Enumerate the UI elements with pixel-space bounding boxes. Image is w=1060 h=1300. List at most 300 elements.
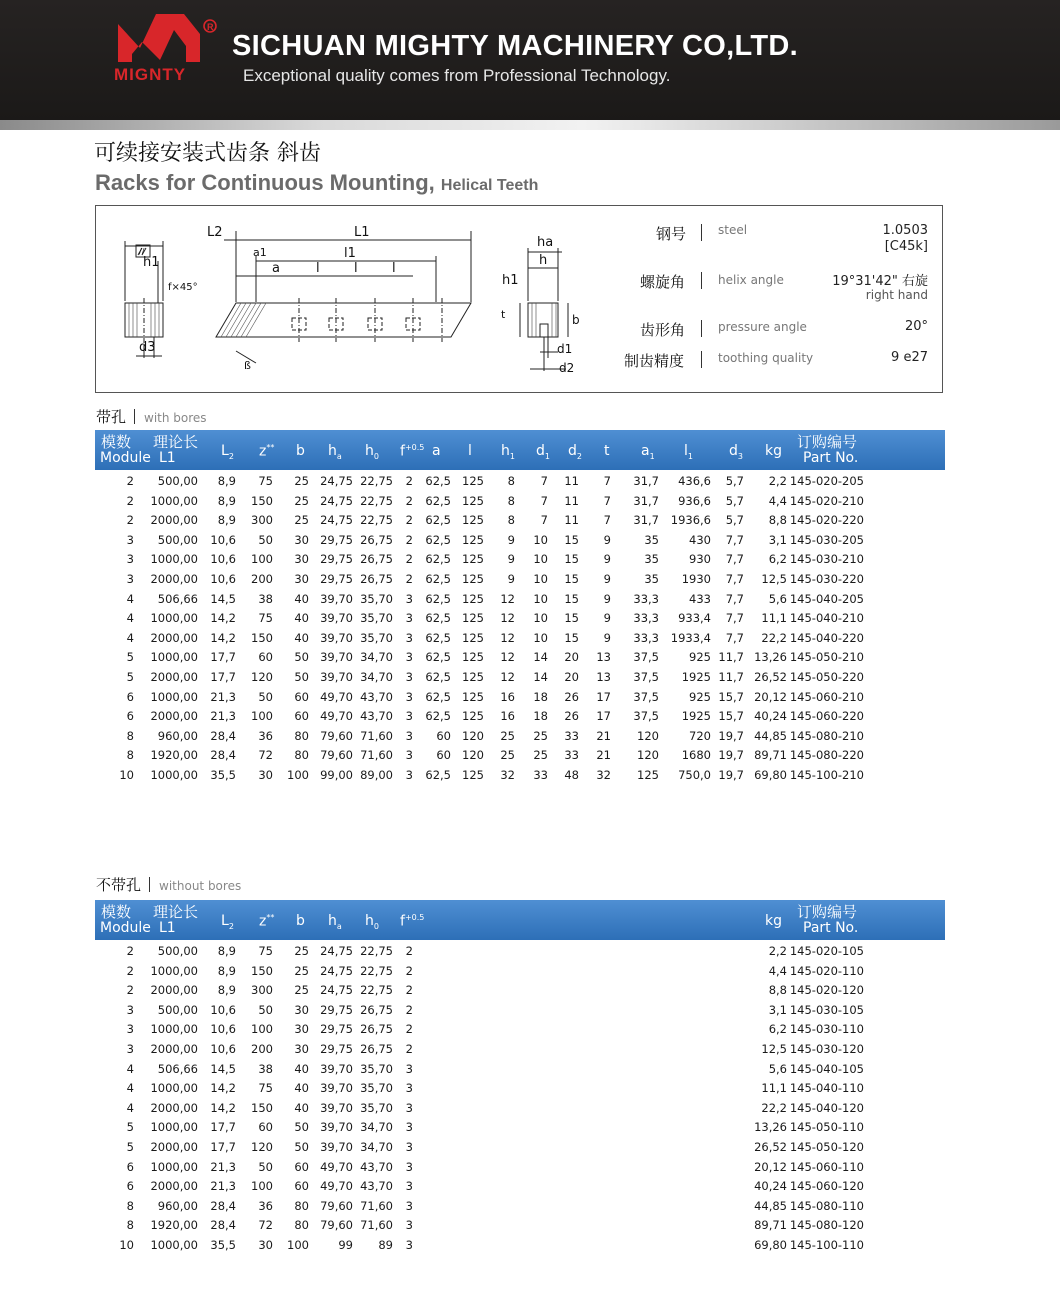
cell-part-no: 145-100-210 — [789, 767, 864, 782]
cell-d2: 15 — [564, 571, 579, 586]
cell-module: 5 — [126, 1120, 134, 1135]
cell-d1: 7 — [540, 513, 548, 528]
col-L2-sub: 2 — [228, 451, 234, 461]
cell-L2: 14,2 — [210, 1081, 236, 1096]
cell-h1: 16 — [500, 689, 515, 704]
table-row — [0, 688, 1060, 708]
cell-module: 4 — [126, 1061, 134, 1076]
cell-length: 1000,00 — [150, 1159, 198, 1174]
cell-part-no: 145-050-120 — [789, 1139, 864, 1154]
col-z — [259, 443, 274, 460]
cell-b: 60 — [294, 1179, 309, 1194]
col-d3 — [729, 443, 743, 461]
cell-ha: 99 — [338, 1237, 353, 1252]
cell-ha: 24,75 — [320, 513, 353, 528]
cell-d1: 14 — [533, 669, 548, 684]
col-ha-sub: a — [336, 921, 342, 931]
col-part-cn: 订购编号 — [797, 433, 858, 451]
cell-h0: 35,70 — [360, 1061, 393, 1076]
col-a: a — [432, 443, 441, 459]
cell-module: 6 — [126, 689, 134, 704]
cell-d3: 7,7 — [725, 571, 744, 586]
table-row — [0, 1118, 1060, 1138]
cell-L2: 14,5 — [210, 1061, 236, 1076]
cell-module: 10 — [119, 767, 134, 782]
table-row — [0, 531, 1060, 551]
cell-a1: 37,5 — [633, 669, 659, 684]
table-row — [0, 707, 1060, 727]
cell-module: 2 — [126, 963, 134, 978]
section-separator — [134, 409, 135, 424]
cell-f: 3 — [405, 767, 413, 782]
cell-f: 3 — [405, 1237, 413, 1252]
cell-part-no: 145-050-210 — [789, 650, 864, 665]
cell-module: 5 — [126, 650, 134, 665]
col-module-en: Module — [100, 450, 151, 466]
col-d1-text: d — [536, 443, 545, 459]
table-row — [0, 550, 1060, 570]
cell-z: 30 — [258, 1237, 273, 1252]
header-divider — [0, 120, 1060, 130]
cell-l1: 720 — [689, 728, 711, 743]
cell-b: 80 — [294, 1198, 309, 1213]
cell-h1: 9 — [507, 571, 515, 586]
cell-z: 150 — [251, 1100, 273, 1115]
cell-d3: 15,7 — [718, 689, 744, 704]
table-header-with-bores — [95, 430, 945, 470]
cell-part-no: 145-080-120 — [789, 1218, 864, 1233]
cell-t: 13 — [596, 650, 611, 665]
page-title-cn: 可续接安装式齿条 斜齿 — [94, 141, 321, 166]
cell-part-no: 145-020-205 — [789, 474, 864, 488]
cell-kg: 3,1 — [768, 532, 787, 547]
cell-ha: 29,75 — [320, 1002, 353, 1017]
company-slogan: Exceptional quality comes from Professional Technology. — [243, 66, 671, 85]
cell-l1: 1933,4 — [670, 630, 711, 645]
cell-ha: 49,70 — [320, 689, 353, 704]
cell-f: 2 — [405, 552, 413, 567]
cell-kg: 40,24 — [754, 709, 787, 724]
cell-z: 50 — [258, 1002, 273, 1017]
col-h0-text: h — [365, 443, 374, 459]
cell-a1: 35 — [644, 571, 659, 586]
table-row — [0, 962, 1060, 982]
cell-f: 2 — [405, 983, 413, 998]
cell-h0: 35,70 — [360, 630, 393, 645]
cell-length: 1000,00 — [150, 767, 198, 782]
col-h0-sub: 0 — [373, 451, 379, 461]
cell-b: 60 — [294, 1159, 309, 1174]
cell-f: 3 — [405, 1061, 413, 1076]
cell-f: 3 — [405, 728, 413, 743]
cell-ha: 24,75 — [320, 493, 353, 508]
cell-kg: 44,85 — [754, 728, 787, 743]
section-without-bores-en: without bores — [159, 879, 242, 893]
cell-length: 2000,00 — [150, 1139, 198, 1154]
cell-h0: 26,75 — [360, 1002, 393, 1017]
cell-module: 8 — [126, 748, 134, 763]
cell-L2: 10,6 — [210, 532, 236, 547]
cell-l1: 1680 — [681, 748, 711, 763]
cell-f: 3 — [405, 748, 413, 763]
col-z-sup: ** — [266, 913, 275, 922]
cell-l: 125 — [462, 630, 484, 645]
spec-steel-en: steel — [718, 223, 748, 237]
cell-h0: 71,60 — [360, 728, 393, 743]
cell-ha: 39,70 — [320, 1081, 353, 1096]
cell-ha: 49,70 — [320, 1159, 353, 1174]
cell-t: 7 — [603, 493, 611, 508]
cell-b: 30 — [294, 1041, 309, 1056]
cell-l1: 933,4 — [678, 611, 711, 626]
col-a1 — [641, 443, 655, 461]
cell-L2: 21,3 — [210, 1159, 236, 1174]
cell-kg: 8,8 — [768, 513, 787, 528]
spec-separator — [701, 351, 702, 368]
dim-h: h — [539, 253, 548, 268]
cell-z: 100 — [251, 1179, 273, 1194]
cell-part-no: 145-060-110 — [789, 1159, 864, 1174]
cell-d2: 15 — [564, 532, 579, 547]
cell-d3: 5,7 — [725, 513, 744, 528]
cell-b: 50 — [294, 669, 309, 684]
cell-kg: 4,4 — [768, 963, 787, 978]
col-L2 — [221, 443, 234, 461]
table-row — [0, 1001, 1060, 1021]
cell-h0: 43,70 — [360, 1159, 393, 1174]
dim-l1: l1 — [344, 246, 356, 261]
dim-d1: d1 — [557, 342, 573, 356]
table-row — [0, 1138, 1060, 1158]
dim-L1: L1 — [354, 225, 370, 240]
table-row — [0, 1177, 1060, 1197]
cell-ha: 24,75 — [320, 474, 353, 488]
cell-part-no: 145-020-105 — [789, 944, 864, 958]
cell-length: 2000,00 — [150, 709, 198, 724]
table-row — [0, 570, 1060, 590]
cell-h1: 12 — [500, 591, 515, 606]
page-title-en-main: Racks for Continuous Mounting, — [95, 170, 435, 195]
svg-text:R: R — [207, 22, 214, 32]
cell-kg: 8,8 — [768, 983, 787, 998]
cell-length: 960,00 — [157, 728, 198, 743]
section-separator — [149, 877, 150, 892]
spec-steel-value: 1.0503 — [882, 223, 928, 238]
cell-t: 9 — [603, 532, 611, 547]
cell-z: 75 — [258, 611, 273, 626]
col-part-en: Part No. — [803, 920, 859, 936]
cell-kg: 26,52 — [754, 1139, 787, 1154]
cell-l1: 925 — [689, 650, 711, 665]
cell-b: 40 — [294, 1061, 309, 1076]
cell-kg: 6,2 — [768, 552, 787, 567]
col-part-en: Part No. — [803, 450, 859, 466]
col-L2-sub: 2 — [228, 921, 234, 931]
dim-ha: ha — [537, 235, 554, 250]
cell-L2: 28,4 — [210, 1198, 236, 1213]
cell-part-no: 145-050-110 — [789, 1120, 864, 1135]
cell-part-no: 145-060-220 — [789, 709, 864, 724]
cell-d2: 33 — [564, 748, 579, 763]
cell-a: 62,5 — [425, 611, 451, 626]
cell-d2: 15 — [564, 630, 579, 645]
dim-chamfer: f×45° — [168, 282, 198, 293]
cell-l: 125 — [462, 767, 484, 782]
cell-d3: 19,7 — [718, 767, 744, 782]
cell-f: 3 — [405, 630, 413, 645]
cell-module: 2 — [126, 983, 134, 998]
cell-module: 5 — [126, 1139, 134, 1154]
cell-a: 62,5 — [425, 630, 451, 645]
cell-t: 9 — [603, 591, 611, 606]
dim-h1-right: h1 — [502, 273, 519, 288]
col-part-cn: 订购编号 — [797, 903, 858, 921]
cell-h0: 34,70 — [360, 669, 393, 684]
col-length-en: L1 — [159, 450, 176, 466]
cell-b: 25 — [294, 493, 309, 508]
cell-z: 75 — [258, 1081, 273, 1096]
cell-z: 50 — [258, 532, 273, 547]
cell-length: 500,00 — [157, 1002, 198, 1017]
cell-f: 3 — [405, 709, 413, 724]
cell-l: 125 — [462, 689, 484, 704]
cell-L2: 35,5 — [210, 1237, 236, 1252]
cell-b: 40 — [294, 1100, 309, 1115]
cell-b: 40 — [294, 611, 309, 626]
col-f-text: f — [400, 913, 405, 930]
cell-ha: 24,75 — [320, 983, 353, 998]
col-d1 — [536, 443, 550, 461]
dim-b: b — [572, 313, 580, 327]
table-row — [0, 648, 1060, 668]
cell-d1: 25 — [533, 728, 548, 743]
cell-kg: 12,5 — [761, 571, 787, 586]
cell-kg: 13,26 — [754, 1120, 787, 1135]
col-L2 — [221, 913, 234, 931]
cell-b: 30 — [294, 571, 309, 586]
cell-f: 3 — [405, 669, 413, 684]
cell-f: 3 — [405, 1159, 413, 1174]
col-module-en: Module — [100, 920, 151, 936]
cell-t: 9 — [603, 571, 611, 586]
cell-h0: 35,70 — [360, 1100, 393, 1115]
cell-d2: 33 — [564, 728, 579, 743]
cell-kg: 5,6 — [768, 591, 787, 606]
table-row — [0, 609, 1060, 629]
cell-kg: 22,2 — [761, 630, 787, 645]
cell-a: 62,5 — [425, 709, 451, 724]
cell-f: 2 — [405, 1022, 413, 1037]
col-d2 — [568, 443, 582, 461]
cell-l: 125 — [462, 552, 484, 567]
cell-z: 75 — [258, 474, 273, 488]
cell-h1: 8 — [507, 513, 515, 528]
cell-part-no: 145-030-205 — [789, 532, 864, 547]
cell-kg: 6,2 — [768, 1022, 787, 1037]
section-label-without-bores — [96, 874, 241, 895]
cell-d1: 10 — [533, 591, 548, 606]
cell-ha: 39,70 — [320, 650, 353, 665]
col-a1-sub: 1 — [649, 451, 655, 461]
dim-l-2: l — [354, 261, 358, 276]
col-module-cn: 模数 — [101, 903, 132, 921]
cell-z: 120 — [251, 669, 273, 684]
col-b: b — [296, 443, 305, 459]
col-ha — [328, 913, 342, 931]
cell-module: 3 — [126, 1002, 134, 1017]
cell-ha: 24,75 — [320, 963, 353, 978]
cell-f: 3 — [405, 689, 413, 704]
table-row — [0, 942, 1060, 962]
cell-L2: 21,3 — [210, 709, 236, 724]
cell-a: 62,5 — [425, 571, 451, 586]
rack-technical-drawing — [96, 206, 616, 392]
cell-h0: 22,75 — [360, 513, 393, 528]
cell-z: 60 — [258, 650, 273, 665]
cell-a: 62,5 — [425, 513, 451, 528]
cell-z: 38 — [258, 1061, 273, 1076]
cell-a1: 33,3 — [633, 630, 659, 645]
cell-kg: 89,71 — [754, 1218, 787, 1233]
cell-a1: 33,3 — [633, 611, 659, 626]
cell-l: 125 — [462, 513, 484, 528]
cell-part-no: 145-040-205 — [789, 591, 864, 606]
cell-part-no: 145-020-110 — [789, 963, 864, 978]
cell-L2: 14,2 — [210, 611, 236, 626]
cell-kg: 2,2 — [768, 474, 787, 488]
cell-L2: 35,5 — [210, 767, 236, 782]
col-ha-text: h — [328, 443, 337, 459]
cell-a1: 120 — [637, 748, 659, 763]
spec-quality-en: toothing quality — [718, 351, 814, 365]
cell-L2: 17,7 — [210, 650, 236, 665]
cell-f: 3 — [405, 591, 413, 606]
cell-L2: 17,7 — [210, 1120, 236, 1135]
cell-d3: 5,7 — [725, 493, 744, 508]
cell-l: 125 — [462, 474, 484, 488]
cell-module: 4 — [126, 1081, 134, 1096]
dim-d2: d2 — [559, 361, 575, 375]
cell-length: 2000,00 — [150, 630, 198, 645]
cell-f: 2 — [405, 532, 413, 547]
cell-part-no: 145-100-110 — [789, 1237, 864, 1252]
cell-kg: 20,12 — [754, 689, 787, 704]
cell-z: 150 — [251, 493, 273, 508]
cell-a1: 35 — [644, 552, 659, 567]
cell-L2: 21,3 — [210, 689, 236, 704]
cell-f: 2 — [405, 1041, 413, 1056]
cell-module: 2 — [126, 474, 134, 488]
col-a1-text: a — [641, 443, 650, 459]
cell-part-no: 145-030-110 — [789, 1022, 864, 1037]
cell-b: 25 — [294, 963, 309, 978]
dim-a1: a1 — [253, 246, 267, 259]
table-row — [0, 981, 1060, 1001]
cell-t: 9 — [603, 611, 611, 626]
cell-part-no: 145-050-220 — [789, 669, 864, 684]
cell-t: 32 — [596, 767, 611, 782]
cell-b: 30 — [294, 1022, 309, 1037]
cell-a1: 37,5 — [633, 650, 659, 665]
cell-z: 38 — [258, 591, 273, 606]
cell-z: 150 — [251, 963, 273, 978]
cell-b: 50 — [294, 1139, 309, 1154]
cell-d3: 5,7 — [725, 474, 744, 488]
cell-part-no: 145-060-120 — [789, 1179, 864, 1194]
cell-ha: 39,70 — [320, 1139, 353, 1154]
col-z-text: z — [259, 913, 267, 930]
spec-pressure-value: 20° — [904, 319, 928, 334]
cell-module: 3 — [126, 1022, 134, 1037]
cell-module: 3 — [126, 1041, 134, 1056]
col-length-en: L1 — [159, 920, 176, 936]
cell-b: 25 — [294, 983, 309, 998]
cell-h1: 12 — [500, 669, 515, 684]
cell-kg: 4,4 — [768, 493, 787, 508]
col-z — [259, 913, 274, 930]
spec-helix-value2: right hand — [865, 288, 928, 302]
col-ha-sub: a — [336, 451, 342, 461]
cell-L2: 17,7 — [210, 1139, 236, 1154]
cell-L2: 28,4 — [210, 748, 236, 763]
section-with-bores-cn: 带孔 — [96, 408, 127, 426]
cell-h1: 9 — [507, 532, 515, 547]
col-d2-text: d — [568, 443, 577, 459]
cell-kg: 40,24 — [754, 1179, 787, 1194]
cell-a1: 31,7 — [633, 474, 659, 488]
cell-a: 62,5 — [425, 591, 451, 606]
cell-h0: 35,70 — [360, 1081, 393, 1096]
cell-f: 3 — [405, 1120, 413, 1135]
cell-length: 2000,00 — [150, 1179, 198, 1194]
cell-length: 1920,00 — [150, 748, 198, 763]
cell-z: 50 — [258, 1159, 273, 1174]
cell-f: 3 — [405, 1179, 413, 1194]
cell-f: 2 — [405, 1002, 413, 1017]
cell-ha: 39,70 — [320, 591, 353, 606]
cell-ha: 39,70 — [320, 1100, 353, 1115]
cell-h0: 89 — [378, 1237, 393, 1252]
cell-kg: 12,5 — [761, 1041, 787, 1056]
col-h0 — [365, 443, 379, 461]
cell-length: 500,00 — [157, 532, 198, 547]
cell-h0: 43,70 — [360, 1179, 393, 1194]
col-z-text: z — [259, 443, 267, 460]
cell-a: 62,5 — [425, 767, 451, 782]
cell-length: 1000,00 — [150, 689, 198, 704]
cell-d3: 19,7 — [718, 748, 744, 763]
cell-h1: 12 — [500, 630, 515, 645]
cell-f: 3 — [405, 1198, 413, 1213]
cell-z: 300 — [251, 983, 273, 998]
cell-length: 2000,00 — [150, 513, 198, 528]
cell-z: 72 — [258, 1218, 273, 1233]
cell-kg: 11,1 — [761, 611, 787, 626]
cell-f: 3 — [405, 1139, 413, 1154]
col-d2-sub: 2 — [576, 451, 582, 461]
cell-a: 60 — [436, 728, 451, 743]
cell-a: 62,5 — [425, 474, 451, 488]
cell-L2: 28,4 — [210, 728, 236, 743]
cell-a1: 31,7 — [633, 493, 659, 508]
cell-t: 21 — [596, 748, 611, 763]
dim-h1-left: h1 — [143, 255, 160, 270]
col-ha-text: h — [328, 913, 337, 929]
cell-h1: 12 — [500, 611, 515, 626]
col-length-cn: 理论长 — [153, 433, 199, 451]
cell-l: 125 — [462, 532, 484, 547]
cell-b: 30 — [294, 552, 309, 567]
